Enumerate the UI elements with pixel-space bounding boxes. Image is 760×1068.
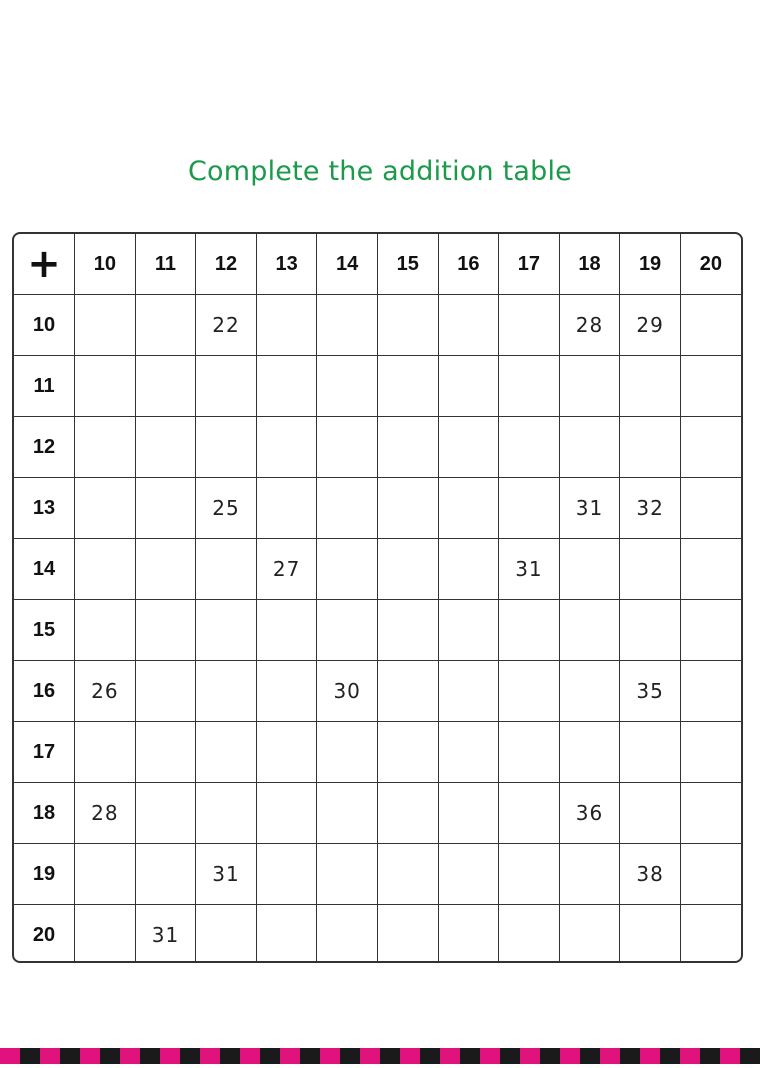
stripe-segment	[140, 1048, 160, 1064]
table-row	[14, 539, 741, 600]
answer-cell[interactable]	[438, 295, 499, 356]
answer-cell[interactable]: 29	[620, 295, 681, 356]
answer-cell[interactable]	[499, 356, 560, 417]
stripe-segment	[560, 1048, 580, 1064]
answer-cell[interactable]	[680, 783, 741, 844]
answer-cell[interactable]: 31	[135, 905, 196, 964]
table-row	[14, 661, 741, 722]
answer-cell[interactable]	[317, 539, 378, 600]
answer-cell[interactable]	[559, 539, 620, 600]
table-row	[14, 356, 741, 417]
stripe-segment	[220, 1048, 240, 1064]
stripe-segment	[580, 1048, 600, 1064]
answer-cell[interactable]	[75, 356, 136, 417]
stripe-segment	[680, 1048, 700, 1064]
answer-cell[interactable]	[256, 295, 317, 356]
answer-cell[interactable]	[377, 295, 438, 356]
stripe-segment	[700, 1048, 720, 1064]
answer-cell[interactable]: 25	[196, 478, 257, 539]
column-header: 12	[196, 234, 257, 295]
stripe-segment	[100, 1048, 120, 1064]
table-row	[14, 478, 741, 539]
table-row	[14, 722, 741, 783]
answer-cell[interactable]	[438, 417, 499, 478]
table-row	[14, 783, 741, 844]
row-header: 14	[14, 539, 75, 600]
answer-cell[interactable]	[499, 661, 560, 722]
answer-cell[interactable]	[680, 722, 741, 783]
answer-cell[interactable]	[620, 905, 681, 964]
decorative-border-stripe	[0, 1048, 760, 1064]
answer-cell[interactable]	[75, 478, 136, 539]
column-header: 17	[499, 234, 560, 295]
stripe-segment	[340, 1048, 360, 1064]
answer-cell[interactable]	[317, 600, 378, 661]
table-row	[14, 600, 741, 661]
answer-cell[interactable]	[377, 844, 438, 905]
answer-cell[interactable]	[377, 478, 438, 539]
stripe-segment	[740, 1048, 760, 1064]
answer-cell[interactable]	[377, 417, 438, 478]
answer-cell[interactable]	[135, 539, 196, 600]
row-header: 13	[14, 478, 75, 539]
column-header: 14	[317, 234, 378, 295]
answer-cell[interactable]	[256, 478, 317, 539]
answer-cell[interactable]	[317, 356, 378, 417]
stripe-segment	[180, 1048, 200, 1064]
answer-cell[interactable]	[680, 478, 741, 539]
answer-cell[interactable]	[377, 905, 438, 964]
answer-cell[interactable]	[256, 905, 317, 964]
answer-cell[interactable]	[438, 661, 499, 722]
answer-cell[interactable]	[317, 783, 378, 844]
answer-cell[interactable]	[75, 722, 136, 783]
column-header: 20	[680, 234, 741, 295]
stripe-segment	[360, 1048, 380, 1064]
answer-cell[interactable]	[196, 417, 257, 478]
answer-cell[interactable]: 38	[620, 844, 681, 905]
answer-cell[interactable]	[196, 722, 257, 783]
stripe-segment	[40, 1048, 60, 1064]
answer-cell[interactable]	[317, 905, 378, 964]
stripe-segment	[260, 1048, 280, 1064]
row-header: 18	[14, 783, 75, 844]
stripe-segment	[400, 1048, 420, 1064]
answer-cell[interactable]	[256, 722, 317, 783]
answer-cell[interactable]	[559, 722, 620, 783]
answer-cell[interactable]	[680, 295, 741, 356]
row-header: 12	[14, 417, 75, 478]
column-header: 18	[559, 234, 620, 295]
column-header: 11	[135, 234, 196, 295]
answer-cell[interactable]	[438, 844, 499, 905]
answer-cell[interactable]	[135, 661, 196, 722]
answer-cell[interactable]	[256, 356, 317, 417]
answer-cell[interactable]: 31	[499, 539, 560, 600]
stripe-segment	[280, 1048, 300, 1064]
answer-cell[interactable]	[438, 600, 499, 661]
answer-cell[interactable]	[680, 356, 741, 417]
answer-cell[interactable]	[196, 905, 257, 964]
answer-cell[interactable]	[499, 905, 560, 964]
table-row	[14, 905, 741, 964]
answer-cell[interactable]: 28	[75, 783, 136, 844]
answer-cell[interactable]	[559, 417, 620, 478]
answer-cell[interactable]	[135, 722, 196, 783]
answer-cell[interactable]	[75, 539, 136, 600]
table-row	[14, 417, 741, 478]
answer-cell[interactable]	[620, 722, 681, 783]
answer-cell[interactable]	[135, 417, 196, 478]
answer-cell[interactable]: 36	[559, 783, 620, 844]
stripe-segment	[80, 1048, 100, 1064]
stripe-segment	[520, 1048, 540, 1064]
answer-cell[interactable]: 32	[620, 478, 681, 539]
answer-cell[interactable]	[499, 844, 560, 905]
plus-icon: +	[14, 234, 75, 295]
answer-cell[interactable]	[499, 600, 560, 661]
stripe-segment	[320, 1048, 340, 1064]
answer-cell[interactable]	[559, 905, 620, 964]
answer-cell[interactable]: 30	[317, 661, 378, 722]
column-header: 15	[377, 234, 438, 295]
answer-cell[interactable]	[499, 295, 560, 356]
answer-cell[interactable]	[559, 661, 620, 722]
stripe-segment	[500, 1048, 520, 1064]
stripe-segment	[540, 1048, 560, 1064]
answer-cell[interactable]	[620, 783, 681, 844]
answer-cell[interactable]	[438, 722, 499, 783]
answer-cell[interactable]	[499, 417, 560, 478]
answer-cell[interactable]	[620, 539, 681, 600]
answer-cell[interactable]	[680, 539, 741, 600]
answer-cell[interactable]	[377, 661, 438, 722]
answer-cell[interactable]	[499, 478, 560, 539]
row-header: 20	[14, 905, 75, 964]
table-row	[14, 295, 741, 356]
answer-cell[interactable]	[256, 417, 317, 478]
answer-cell[interactable]	[317, 417, 378, 478]
row-header: 19	[14, 844, 75, 905]
answer-cell[interactable]	[75, 600, 136, 661]
answer-cell[interactable]	[317, 844, 378, 905]
answer-cell[interactable]	[256, 600, 317, 661]
answer-cell[interactable]	[196, 539, 257, 600]
answer-cell[interactable]	[75, 295, 136, 356]
stripe-segment	[420, 1048, 440, 1064]
stripe-segment	[20, 1048, 40, 1064]
stripe-segment	[640, 1048, 660, 1064]
answer-cell[interactable]: 26	[75, 661, 136, 722]
answer-cell[interactable]	[438, 539, 499, 600]
stripe-segment	[0, 1048, 20, 1064]
stripe-segment	[380, 1048, 400, 1064]
answer-cell[interactable]	[438, 356, 499, 417]
answer-cell[interactable]	[377, 722, 438, 783]
answer-cell[interactable]	[135, 600, 196, 661]
answer-cell[interactable]	[438, 905, 499, 964]
answer-cell[interactable]	[499, 783, 560, 844]
answer-cell[interactable]: 22	[196, 295, 257, 356]
row-header: 10	[14, 295, 75, 356]
stripe-segment	[460, 1048, 480, 1064]
answer-cell[interactable]	[438, 478, 499, 539]
answer-cell[interactable]	[680, 417, 741, 478]
answer-cell[interactable]	[680, 661, 741, 722]
answer-cell[interactable]	[196, 661, 257, 722]
stripe-segment	[200, 1048, 220, 1064]
stripe-segment	[240, 1048, 260, 1064]
answer-cell[interactable]	[75, 844, 136, 905]
column-header: 10	[75, 234, 136, 295]
answer-cell[interactable]	[317, 295, 378, 356]
table-row	[14, 844, 741, 905]
answer-cell[interactable]: 35	[620, 661, 681, 722]
stripe-segment	[720, 1048, 740, 1064]
answer-cell[interactable]	[377, 539, 438, 600]
answer-cell[interactable]	[377, 783, 438, 844]
answer-cell[interactable]	[620, 417, 681, 478]
stripe-segment	[300, 1048, 320, 1064]
answer-cell[interactable]	[377, 600, 438, 661]
row-header: 15	[14, 600, 75, 661]
answer-cell[interactable]	[135, 844, 196, 905]
answer-cell[interactable]	[196, 600, 257, 661]
answer-cell[interactable]: 31	[559, 478, 620, 539]
row-header: 11	[14, 356, 75, 417]
answer-cell[interactable]	[135, 295, 196, 356]
answer-cell[interactable]	[256, 844, 317, 905]
row-header: 17	[14, 722, 75, 783]
answer-cell[interactable]	[680, 600, 741, 661]
stripe-segment	[60, 1048, 80, 1064]
answer-cell[interactable]	[438, 783, 499, 844]
answer-cell[interactable]: 31	[196, 844, 257, 905]
answer-cell[interactable]	[499, 722, 560, 783]
answer-cell[interactable]	[680, 844, 741, 905]
addition-grid	[14, 234, 741, 963]
answer-cell[interactable]	[196, 356, 257, 417]
answer-cell[interactable]	[196, 783, 257, 844]
stripe-segment	[660, 1048, 680, 1064]
page-title: Complete the addition table	[187, 156, 572, 187]
stripe-segment	[600, 1048, 620, 1064]
answer-cell[interactable]	[559, 356, 620, 417]
answer-cell[interactable]	[75, 905, 136, 964]
answer-cell[interactable]: 28	[559, 295, 620, 356]
column-header: 13	[256, 234, 317, 295]
answer-cell[interactable]	[75, 417, 136, 478]
stripe-segment	[620, 1048, 640, 1064]
answer-cell[interactable]	[620, 356, 681, 417]
stripe-segment	[120, 1048, 140, 1064]
addition-table	[12, 232, 743, 963]
column-header: 19	[620, 234, 681, 295]
answer-cell[interactable]	[559, 600, 620, 661]
answer-cell[interactable]	[620, 600, 681, 661]
answer-cell[interactable]	[135, 356, 196, 417]
stripe-segment	[480, 1048, 500, 1064]
column-header: 16	[438, 234, 499, 295]
stripe-segment	[440, 1048, 460, 1064]
answer-cell[interactable]	[135, 783, 196, 844]
answer-cell[interactable]	[256, 783, 317, 844]
answer-cell[interactable]	[559, 844, 620, 905]
row-header: 16	[14, 661, 75, 722]
answer-cell[interactable]	[256, 661, 317, 722]
answer-cell[interactable]	[680, 905, 741, 964]
answer-cell[interactable]	[135, 478, 196, 539]
answer-cell[interactable]: 27	[256, 539, 317, 600]
stripe-segment	[160, 1048, 180, 1064]
answer-cell[interactable]	[377, 356, 438, 417]
header-row	[14, 234, 741, 295]
answer-cell[interactable]	[317, 722, 378, 783]
answer-cell[interactable]	[317, 478, 378, 539]
